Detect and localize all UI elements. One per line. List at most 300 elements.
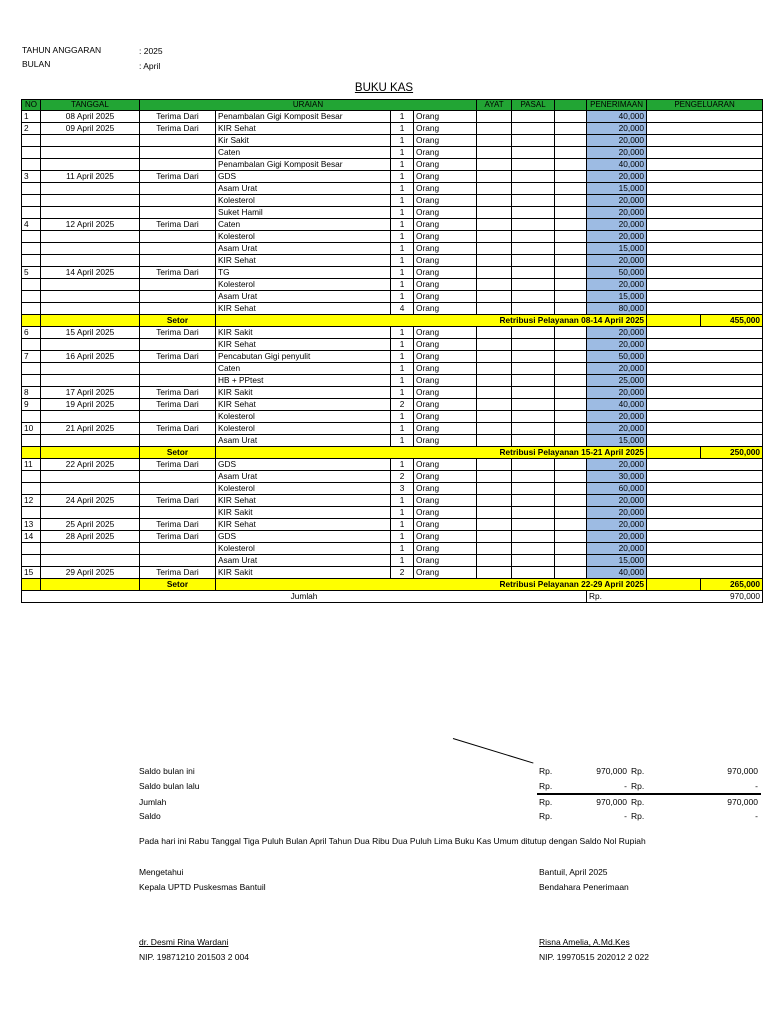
setor-label: Setor xyxy=(140,447,216,459)
entry-date xyxy=(41,147,140,159)
entry-item: KIR Sehat xyxy=(216,339,391,351)
entry-item: Caten xyxy=(216,363,391,375)
entry-date: 17 April 2025 xyxy=(41,387,140,399)
entry-amount: 20,000 xyxy=(587,195,647,207)
entry-item: Kolesterol xyxy=(216,411,391,423)
entry-pasal xyxy=(512,195,555,207)
entry-amount: 20,000 xyxy=(587,255,647,267)
entry-terima: Terima Dari xyxy=(140,567,216,579)
entry-terima xyxy=(140,507,216,519)
entry-unit: Orang xyxy=(414,231,477,243)
entry-item: Kolesterol xyxy=(216,231,391,243)
saldo-label: Saldo xyxy=(139,811,161,821)
col-penerimaan: PENERIMAAN xyxy=(587,100,647,111)
table-row xyxy=(22,279,763,291)
entry-no xyxy=(22,291,41,303)
entry-blank xyxy=(555,519,587,531)
entry-qty: 1 xyxy=(391,231,414,243)
entry-unit: Orang xyxy=(414,123,477,135)
entry-pasal xyxy=(512,387,555,399)
entry-pasal xyxy=(512,303,555,315)
entry-pengeluaran xyxy=(647,171,763,183)
entry-ayat xyxy=(477,375,512,387)
entry-ayat xyxy=(477,543,512,555)
table-row xyxy=(22,267,763,279)
entry-no: 6 xyxy=(22,327,41,339)
table-row xyxy=(22,363,763,375)
entry-item: KIR Sakit xyxy=(216,567,391,579)
entry-qty: 1 xyxy=(391,111,414,123)
entry-blank xyxy=(555,279,587,291)
entry-unit: Orang xyxy=(414,375,477,387)
entry-pengeluaran xyxy=(647,147,763,159)
entry-unit: Orang xyxy=(414,423,477,435)
setor-no xyxy=(22,315,41,327)
entry-date xyxy=(41,375,140,387)
entry-unit: Orang xyxy=(414,267,477,279)
entry-item: KIR Sehat xyxy=(216,123,391,135)
entry-pengeluaran xyxy=(647,375,763,387)
saldo-underline xyxy=(537,793,761,795)
entry-item: Asam Urat xyxy=(216,183,391,195)
entry-terima xyxy=(140,255,216,267)
entry-amount: 20,000 xyxy=(587,279,647,291)
saldo-rp2: Rp. xyxy=(631,766,645,776)
entry-amount: 20,000 xyxy=(587,519,647,531)
table-row xyxy=(22,411,763,423)
entry-item: Asam Urat xyxy=(216,555,391,567)
entry-blank xyxy=(555,255,587,267)
entry-unit: Orang xyxy=(414,207,477,219)
entry-blank xyxy=(555,135,587,147)
setor-no xyxy=(22,447,41,459)
entry-qty: 3 xyxy=(391,483,414,495)
bulan-label: BULAN xyxy=(22,59,51,69)
entry-amount: 20,000 xyxy=(587,327,647,339)
entry-date: 22 April 2025 xyxy=(41,459,140,471)
entry-terima xyxy=(140,555,216,567)
entry-pasal xyxy=(512,135,555,147)
entry-item: Kolesterol xyxy=(216,543,391,555)
entry-blank xyxy=(555,435,587,447)
entry-no: 7 xyxy=(22,351,41,363)
table-row xyxy=(22,159,763,171)
entry-no: 5 xyxy=(22,267,41,279)
entry-no: 2 xyxy=(22,123,41,135)
table-row xyxy=(22,219,763,231)
entry-pengeluaran xyxy=(647,531,763,543)
entry-qty: 1 xyxy=(391,339,414,351)
entry-pasal xyxy=(512,159,555,171)
entry-blank xyxy=(555,471,587,483)
entry-pengeluaran xyxy=(647,519,763,531)
entry-unit: Orang xyxy=(414,111,477,123)
entry-unit: Orang xyxy=(414,399,477,411)
entry-item: Asam Urat xyxy=(216,435,391,447)
table-row xyxy=(22,495,763,507)
entry-date: 25 April 2025 xyxy=(41,519,140,531)
entry-ayat xyxy=(477,147,512,159)
saldo-label: Jumlah xyxy=(139,797,167,807)
entry-ayat xyxy=(477,555,512,567)
entry-date xyxy=(41,231,140,243)
entry-unit: Orang xyxy=(414,327,477,339)
entry-qty: 2 xyxy=(391,471,414,483)
entry-unit: Orang xyxy=(414,483,477,495)
entry-unit: Orang xyxy=(414,531,477,543)
saldo-label: Saldo bulan lalu xyxy=(139,781,200,791)
entry-item: Kolesterol xyxy=(216,423,391,435)
setor-row xyxy=(22,579,763,591)
entry-amount: 20,000 xyxy=(587,459,647,471)
entry-pasal xyxy=(512,483,555,495)
diagonal-mark xyxy=(453,738,534,764)
setor-date xyxy=(41,315,140,327)
entry-ayat xyxy=(477,399,512,411)
saldo-rp1: Rp. xyxy=(539,797,553,807)
entry-blank xyxy=(555,351,587,363)
entry-unit: Orang xyxy=(414,219,477,231)
entry-pengeluaran xyxy=(647,363,763,375)
entry-unit: Orang xyxy=(414,495,477,507)
entry-ayat xyxy=(477,387,512,399)
entry-no xyxy=(22,231,41,243)
entry-amount: 20,000 xyxy=(587,135,647,147)
entry-item: HB + PPtest xyxy=(216,375,391,387)
entry-date xyxy=(41,303,140,315)
entry-ayat xyxy=(477,111,512,123)
entry-no: 14 xyxy=(22,531,41,543)
entry-blank xyxy=(555,195,587,207)
entry-no xyxy=(22,411,41,423)
left-sign-title1: Mengetahui xyxy=(139,867,184,877)
entry-qty: 1 xyxy=(391,555,414,567)
entry-ayat xyxy=(477,219,512,231)
buku-kas-table xyxy=(21,99,763,603)
entry-pengeluaran xyxy=(647,159,763,171)
entry-date xyxy=(41,339,140,351)
entry-terima xyxy=(140,471,216,483)
entry-blank xyxy=(555,375,587,387)
entry-unit: Orang xyxy=(414,351,477,363)
setor-label: Setor xyxy=(140,315,216,327)
entry-blank xyxy=(555,387,587,399)
entry-qty: 1 xyxy=(391,507,414,519)
entry-ayat xyxy=(477,195,512,207)
entry-blank xyxy=(555,243,587,255)
entry-pengeluaran xyxy=(647,195,763,207)
entry-item: Kolesterol xyxy=(216,483,391,495)
entry-unit: Orang xyxy=(414,471,477,483)
entry-qty: 1 xyxy=(391,147,414,159)
entry-blank xyxy=(555,459,587,471)
entry-item: TG xyxy=(216,267,391,279)
entry-ayat xyxy=(477,459,512,471)
entry-amount: 30,000 xyxy=(587,471,647,483)
entry-qty: 1 xyxy=(391,279,414,291)
entry-ayat xyxy=(477,507,512,519)
entry-no xyxy=(22,195,41,207)
entry-terima: Terima Dari xyxy=(140,351,216,363)
entry-pasal xyxy=(512,291,555,303)
entry-amount: 20,000 xyxy=(587,231,647,243)
table-row xyxy=(22,459,763,471)
table-row xyxy=(22,183,763,195)
entry-no: 9 xyxy=(22,399,41,411)
entry-ayat xyxy=(477,183,512,195)
entry-terima: Terima Dari xyxy=(140,495,216,507)
entry-pengeluaran xyxy=(647,555,763,567)
entry-amount: 15,000 xyxy=(587,555,647,567)
entry-pasal xyxy=(512,207,555,219)
entry-blank xyxy=(555,327,587,339)
entry-qty: 1 xyxy=(391,351,414,363)
left-sign-name: dr. Desmi Rina Wardani xyxy=(139,937,229,947)
entry-qty: 1 xyxy=(391,435,414,447)
entry-date xyxy=(41,279,140,291)
entry-qty: 1 xyxy=(391,171,414,183)
entry-pengeluaran xyxy=(647,495,763,507)
entry-pengeluaran xyxy=(647,123,763,135)
entry-no: 13 xyxy=(22,519,41,531)
entry-unit: Orang xyxy=(414,303,477,315)
entry-pasal xyxy=(512,327,555,339)
entry-pasal xyxy=(512,183,555,195)
entry-amount: 40,000 xyxy=(587,159,647,171)
entry-terima xyxy=(140,159,216,171)
entry-blank xyxy=(555,411,587,423)
entry-pengeluaran xyxy=(647,435,763,447)
left-sign-title2: Kepala UPTD Puskesmas Bantuil xyxy=(139,882,266,892)
entry-pasal xyxy=(512,363,555,375)
table-row xyxy=(22,399,763,411)
entry-date xyxy=(41,483,140,495)
entry-no xyxy=(22,471,41,483)
table-row xyxy=(22,171,763,183)
entry-ayat xyxy=(477,255,512,267)
entry-pengeluaran xyxy=(647,279,763,291)
entry-date xyxy=(41,435,140,447)
saldo-v2: - xyxy=(755,781,758,791)
entry-pasal xyxy=(512,123,555,135)
entry-terima xyxy=(140,183,216,195)
table-row xyxy=(22,195,763,207)
entry-no xyxy=(22,303,41,315)
entry-unit: Orang xyxy=(414,519,477,531)
entry-no xyxy=(22,255,41,267)
entry-no xyxy=(22,555,41,567)
entry-terima: Terima Dari xyxy=(140,111,216,123)
entry-no xyxy=(22,159,41,171)
entry-unit: Orang xyxy=(414,363,477,375)
jumlah-rp: Rp. xyxy=(589,591,602,601)
entry-item: KIR Sehat xyxy=(216,399,391,411)
setor-desc: Retribusi Pelayanan 22-29 April 2025 xyxy=(216,579,647,591)
entry-item: KIR Sehat xyxy=(216,495,391,507)
entry-blank xyxy=(555,567,587,579)
entry-pasal xyxy=(512,531,555,543)
entry-pasal xyxy=(512,279,555,291)
entry-pengeluaran xyxy=(647,267,763,279)
entry-item: KIR Sakit xyxy=(216,327,391,339)
entry-blank xyxy=(555,495,587,507)
entry-unit: Orang xyxy=(414,159,477,171)
bulan-value: : April xyxy=(139,61,161,71)
entry-blank xyxy=(555,303,587,315)
entry-terima xyxy=(140,291,216,303)
entry-date: 08 April 2025 xyxy=(41,111,140,123)
table-row xyxy=(22,423,763,435)
entry-unit: Orang xyxy=(414,507,477,519)
entry-unit: Orang xyxy=(414,255,477,267)
entry-terima: Terima Dari xyxy=(140,519,216,531)
entry-pengeluaran xyxy=(647,243,763,255)
entry-unit: Orang xyxy=(414,279,477,291)
entry-qty: 1 xyxy=(391,327,414,339)
entry-terima: Terima Dari xyxy=(140,531,216,543)
entry-terima xyxy=(140,147,216,159)
entry-item: Kir Sakit xyxy=(216,135,391,147)
entry-no xyxy=(22,279,41,291)
entry-qty: 2 xyxy=(391,567,414,579)
entry-terima: Terima Dari xyxy=(140,123,216,135)
entry-ayat xyxy=(477,435,512,447)
entry-unit: Orang xyxy=(414,411,477,423)
table-row xyxy=(22,471,763,483)
entry-pengeluaran xyxy=(647,483,763,495)
entry-terima xyxy=(140,207,216,219)
entry-amount: 20,000 xyxy=(587,411,647,423)
entry-unit: Orang xyxy=(414,291,477,303)
entry-terima: Terima Dari xyxy=(140,171,216,183)
entry-unit: Orang xyxy=(414,567,477,579)
entry-item: Kolesterol xyxy=(216,195,391,207)
entry-item: Pencabutan Gigi penyulit xyxy=(216,351,391,363)
page-title: BUKU KAS xyxy=(354,82,414,94)
saldo-v1: 970,000 xyxy=(596,766,627,776)
entry-pengeluaran xyxy=(647,507,763,519)
entry-blank xyxy=(555,399,587,411)
entry-no: 12 xyxy=(22,495,41,507)
entry-ayat xyxy=(477,135,512,147)
entry-pasal xyxy=(512,423,555,435)
entry-ayat xyxy=(477,159,512,171)
right-sign-title1: Bantuil, April 2025 xyxy=(539,867,608,877)
entry-qty: 1 xyxy=(391,543,414,555)
entry-date xyxy=(41,135,140,147)
entry-pengeluaran xyxy=(647,543,763,555)
entry-item: Caten xyxy=(216,147,391,159)
entry-pengeluaran xyxy=(647,135,763,147)
table-row xyxy=(22,231,763,243)
saldo-label: Saldo bulan ini xyxy=(139,766,195,776)
jumlah-label: Jumlah xyxy=(22,591,587,603)
entry-ayat xyxy=(477,279,512,291)
entry-item: Caten xyxy=(216,219,391,231)
entry-terima xyxy=(140,243,216,255)
entry-pengeluaran xyxy=(647,291,763,303)
entry-ayat xyxy=(477,411,512,423)
entry-no xyxy=(22,339,41,351)
setor-desc: Retribusi Pelayanan 15-21 April 2025 xyxy=(216,447,647,459)
table-row xyxy=(22,339,763,351)
entry-no xyxy=(22,375,41,387)
entry-date: 09 April 2025 xyxy=(41,123,140,135)
entry-no: 11 xyxy=(22,459,41,471)
col-pengeluaran: PENGELUARAN xyxy=(647,100,763,111)
entry-amount: 15,000 xyxy=(587,435,647,447)
entry-no: 3 xyxy=(22,171,41,183)
entry-no xyxy=(22,507,41,519)
setor-row xyxy=(22,447,763,459)
entry-amount: 40,000 xyxy=(587,111,647,123)
entry-amount: 20,000 xyxy=(587,123,647,135)
entry-ayat xyxy=(477,567,512,579)
entry-ayat xyxy=(477,207,512,219)
entry-pasal xyxy=(512,255,555,267)
saldo-v2: - xyxy=(755,811,758,821)
entry-ayat xyxy=(477,291,512,303)
entry-amount: 15,000 xyxy=(587,183,647,195)
entry-date xyxy=(41,411,140,423)
entry-amount: 40,000 xyxy=(587,399,647,411)
entry-date: 16 April 2025 xyxy=(41,351,140,363)
entry-no xyxy=(22,135,41,147)
entry-ayat xyxy=(477,303,512,315)
entry-no: 4 xyxy=(22,219,41,231)
setor-total: 455,000 xyxy=(701,315,763,327)
entry-item: KIR Sehat xyxy=(216,255,391,267)
setor-spacer xyxy=(647,579,701,591)
entry-amount: 20,000 xyxy=(587,363,647,375)
entry-pasal xyxy=(512,171,555,183)
entry-pasal xyxy=(512,471,555,483)
entry-blank xyxy=(555,183,587,195)
entry-no: 10 xyxy=(22,423,41,435)
entry-qty: 1 xyxy=(391,207,414,219)
entry-blank xyxy=(555,543,587,555)
entry-unit: Orang xyxy=(414,459,477,471)
table-row xyxy=(22,375,763,387)
entry-unit: Orang xyxy=(414,387,477,399)
setor-desc: Retribusi Pelayanan 08-14 April 2025 xyxy=(216,315,647,327)
entry-pasal xyxy=(512,111,555,123)
entry-pasal xyxy=(512,543,555,555)
saldo-v1: - xyxy=(624,781,627,791)
entry-pengeluaran xyxy=(647,339,763,351)
entry-qty: 1 xyxy=(391,363,414,375)
col-no: NO xyxy=(22,100,41,111)
entry-item: GDS xyxy=(216,531,391,543)
table-row xyxy=(22,111,763,123)
entry-qty: 1 xyxy=(391,255,414,267)
entry-pasal xyxy=(512,339,555,351)
entry-item: Asam Urat xyxy=(216,471,391,483)
entry-qty: 1 xyxy=(391,183,414,195)
col-uraian: URAIAN xyxy=(140,100,477,111)
entry-pasal xyxy=(512,399,555,411)
jumlah-row xyxy=(22,591,763,603)
entry-terima xyxy=(140,195,216,207)
entry-pengeluaran xyxy=(647,303,763,315)
col-blank xyxy=(555,100,587,111)
entry-date xyxy=(41,195,140,207)
col-tanggal: TANGGAL xyxy=(41,100,140,111)
table-row xyxy=(22,531,763,543)
entry-amount: 40,000 xyxy=(587,567,647,579)
entry-unit: Orang xyxy=(414,243,477,255)
entry-unit: Orang xyxy=(414,543,477,555)
